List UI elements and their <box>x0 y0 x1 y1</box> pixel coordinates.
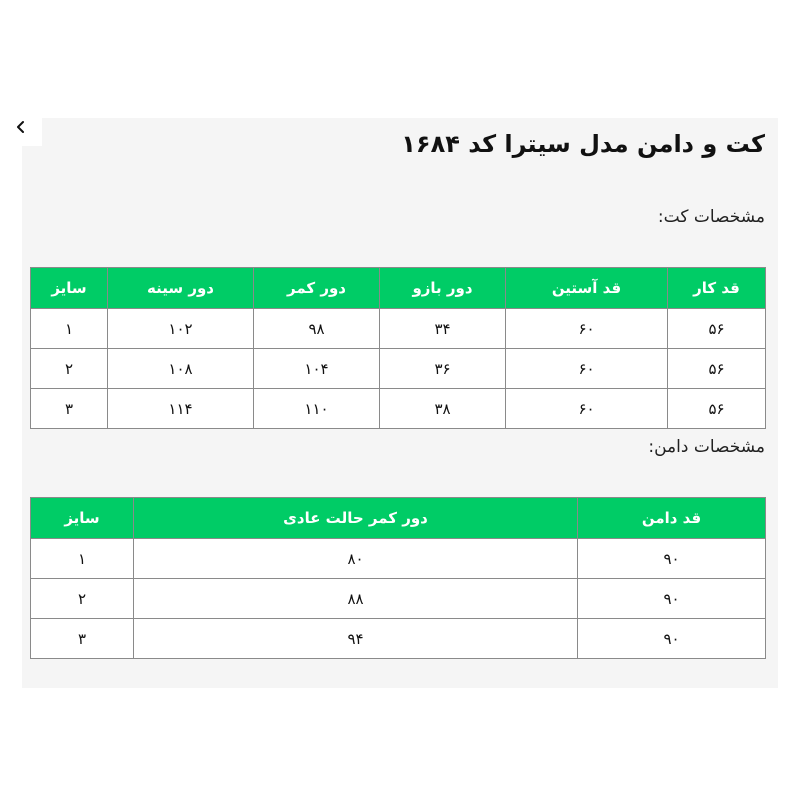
table-cell: ۹۴ <box>134 619 578 659</box>
table-cell: ۳۴ <box>380 309 506 349</box>
table-row <box>31 309 766 349</box>
column-header: دور کمر حالت عادی <box>134 498 578 539</box>
table-cell: ۳۶ <box>380 349 506 389</box>
table-cell: ۲ <box>31 579 134 619</box>
table-row <box>31 619 766 659</box>
column-header: دور کمر <box>254 268 380 309</box>
table-header-row <box>31 498 766 539</box>
column-header: قد آستین <box>506 268 668 309</box>
chevron-left-icon <box>15 120 27 134</box>
skirt-size-table <box>30 497 766 659</box>
table-cell: ۱۰۸ <box>108 349 254 389</box>
table-cell: ۳ <box>31 389 108 429</box>
table-cell: ۲ <box>31 349 108 389</box>
skirt-specs-label: مشخصات دامن: <box>648 437 765 457</box>
table-cell: ۸۰ <box>134 539 578 579</box>
table-cell: ۹۰ <box>578 579 766 619</box>
table-cell: ۹۰ <box>578 539 766 579</box>
table-cell: ۵۶ <box>668 389 766 429</box>
table-cell: ۱۱۴ <box>108 389 254 429</box>
table-row <box>31 579 766 619</box>
table-cell: ۶۰ <box>506 349 668 389</box>
column-header: سایز <box>31 268 108 309</box>
table-cell: ۹۸ <box>254 309 380 349</box>
back-button[interactable] <box>0 108 42 146</box>
table-cell: ۹۰ <box>578 619 766 659</box>
column-header: دور بازو <box>380 268 506 309</box>
column-header: دور سینه <box>108 268 254 309</box>
table-cell: ۵۶ <box>668 349 766 389</box>
table-cell: ۱۰۲ <box>108 309 254 349</box>
table-cell: ۳۸ <box>380 389 506 429</box>
table-cell: ۸۸ <box>134 579 578 619</box>
table-cell: ۱ <box>31 539 134 579</box>
table-cell: ۳ <box>31 619 134 659</box>
table-cell: ۱۰۴ <box>254 349 380 389</box>
column-header: سایز <box>31 498 134 539</box>
table-cell: ۶۰ <box>506 309 668 349</box>
table-cell: ۵۶ <box>668 309 766 349</box>
table-cell: ۶۰ <box>506 389 668 429</box>
jacket-size-table <box>30 267 766 429</box>
table-cell: ۱۱۰ <box>254 389 380 429</box>
table-row <box>31 389 766 429</box>
table-header-row <box>31 268 766 309</box>
jacket-specs-label: مشخصات کت: <box>657 207 765 227</box>
column-header: قد دامن <box>578 498 766 539</box>
column-header: قد کار <box>668 268 766 309</box>
table-row <box>31 349 766 389</box>
table-row <box>31 539 766 579</box>
table-cell: ۱ <box>31 309 108 349</box>
page-title: کت و دامن مدل سیترا کد ۱۶۸۴ <box>401 130 765 158</box>
